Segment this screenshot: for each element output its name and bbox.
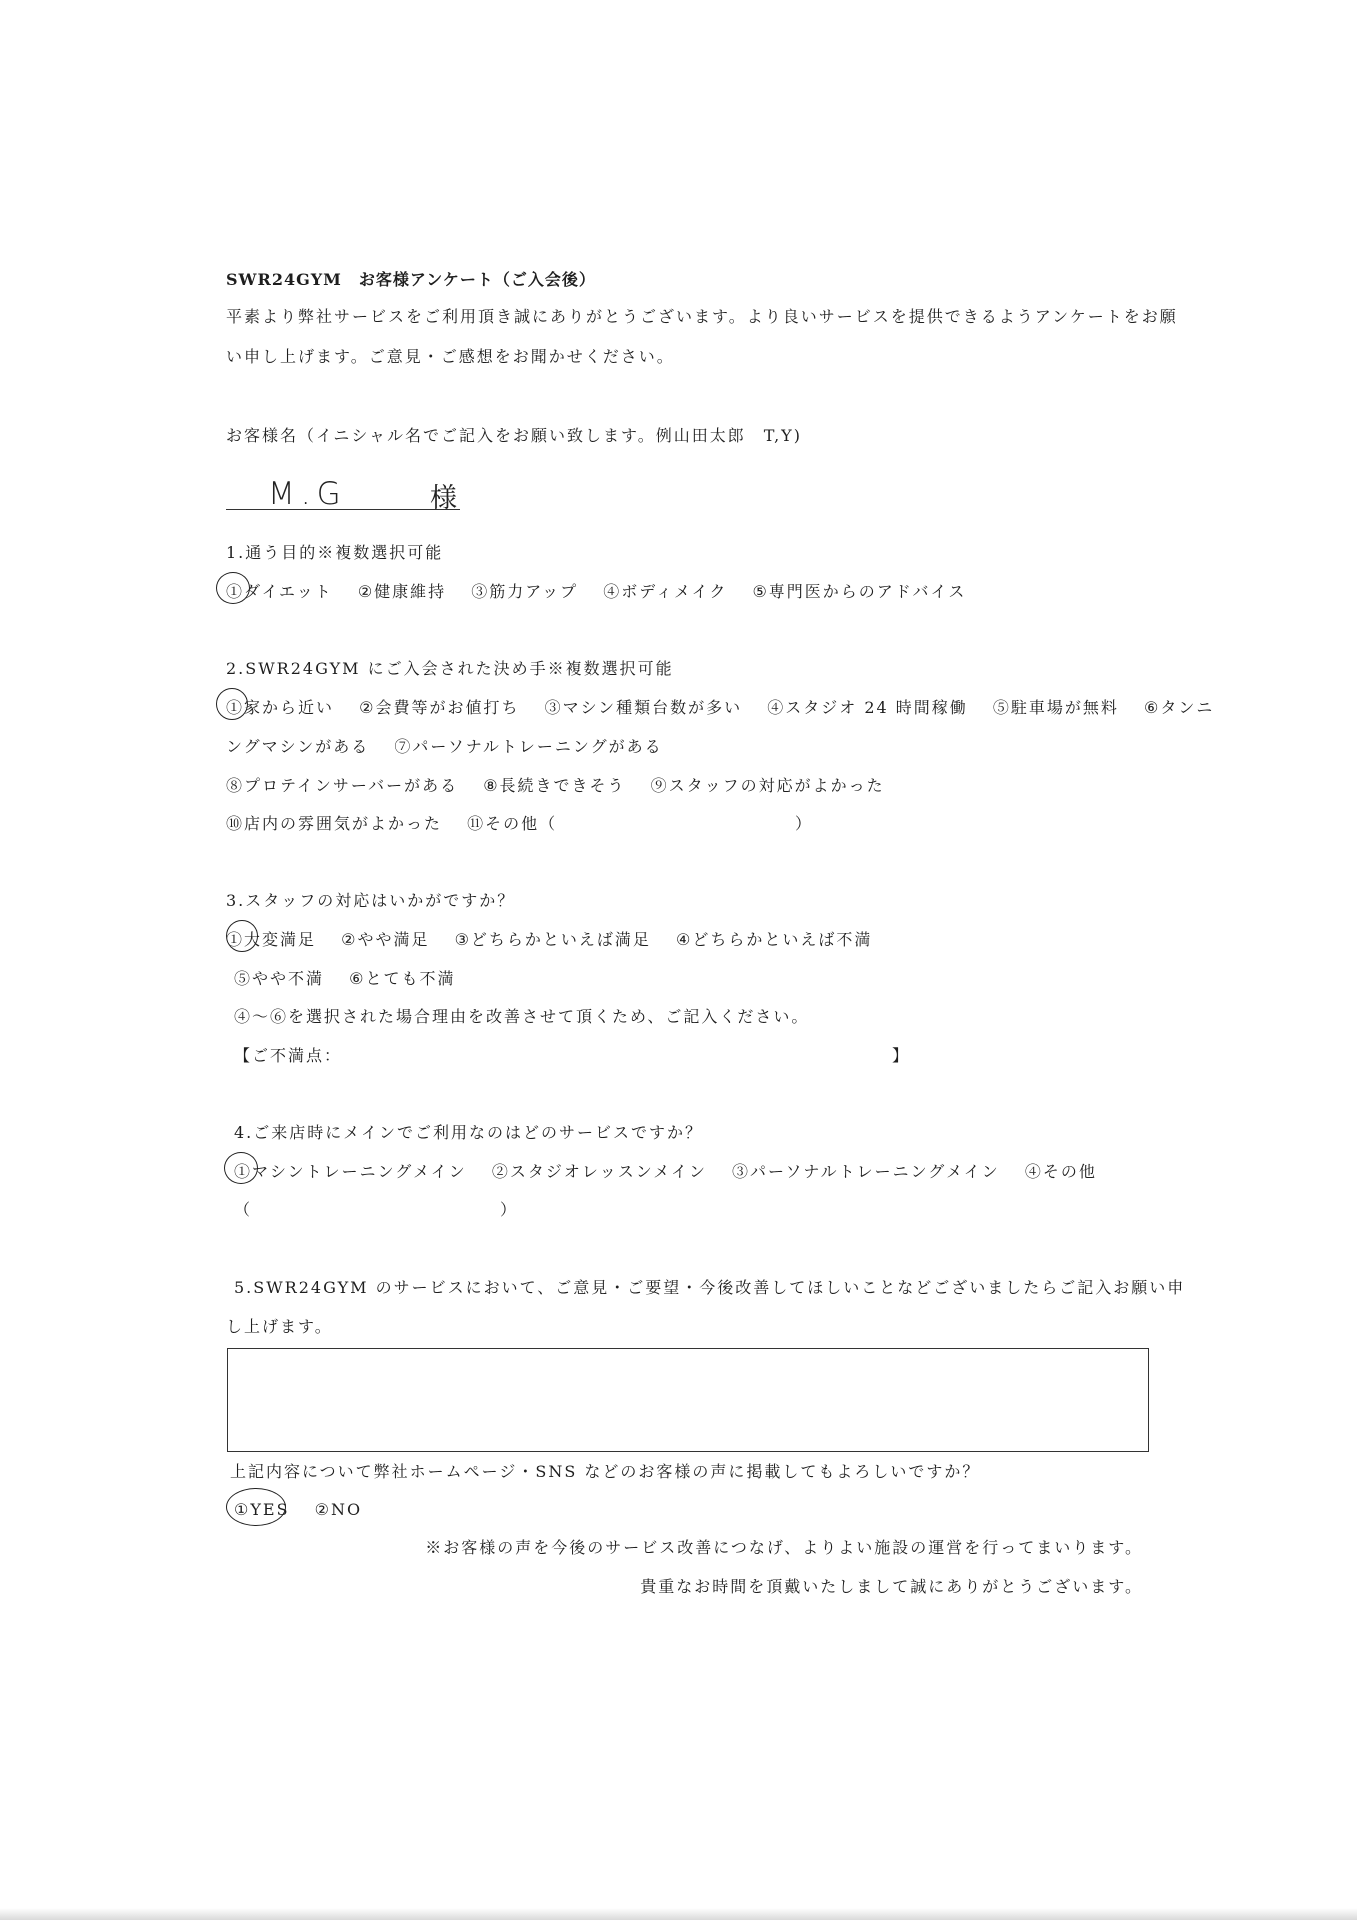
q2-option-10[interactable]: ⑩店内の雰囲気がよかった (226, 814, 443, 833)
q3-option-6[interactable]: ⑥とても不満 (349, 969, 456, 988)
q2-option-8b[interactable]: ⑧長続きできそう (483, 776, 626, 795)
q3-question: 3.スタッフの対応はいかがですか？ (226, 891, 516, 910)
q2-options-line-2 (226, 735, 681, 759)
q2-selection-circle (216, 688, 248, 720)
name-suffix: 様 (430, 483, 463, 514)
q2-option-6-cont: ングマシンがある (226, 737, 370, 756)
survey-title: SWR24GYM お客様アンケート（ご入会後） (226, 270, 596, 289)
q1-option-3[interactable]: ③筋力アップ (471, 582, 579, 601)
consent-selection-circle (226, 1488, 286, 1526)
q5-answer-box[interactable] (227, 1348, 1149, 1452)
q1-options (226, 580, 984, 604)
q4-option-1[interactable]: ①マシントレーニングメイン (234, 1162, 467, 1181)
q2-option-9[interactable]: ⑨スタッフの対応がよかった (650, 776, 885, 795)
q3-option-2[interactable]: ②やや満足 (341, 930, 430, 949)
q3-option-1[interactable]: ①大変満足 (226, 930, 317, 949)
q2-options-line-1 (226, 696, 1214, 720)
consent-no[interactable]: ②NO (314, 1500, 363, 1519)
footer-thanks: 貴重なお時間を頂戴いたしまして誠にありがとうございます。 (640, 1577, 1143, 1596)
customer-name-handwritten: M.G (268, 476, 347, 512)
q2-option-7[interactable]: ⑦パーソナルトレーニングがある (394, 737, 663, 756)
q3-option-4[interactable]: ④どちらかといえば不満 (676, 930, 873, 949)
q1-option-2[interactable]: ②健康維持 (357, 582, 447, 601)
q1-option-4[interactable]: ④ボディメイク (603, 582, 728, 601)
customer-name-label: お客様名（イニシャル名でご記入をお願い致します。例山田太郎 T,Y) (226, 426, 802, 445)
q1-selection-circle (216, 572, 250, 604)
q1-question: 1.通う目的※複数選択可能 (226, 543, 444, 562)
q2-options-line-4 (226, 812, 557, 836)
q3-complaint-close: 】 (892, 1046, 911, 1065)
q4-question: 4.ご来店時にメインでご利用なのはどのサービスですか？ (234, 1123, 703, 1142)
q2-option-2[interactable]: ②会費等がお値打ち (359, 698, 520, 717)
q5-question-line-2: し上げます。 (226, 1317, 333, 1336)
q2-option-6[interactable]: ⑥タンニ (1144, 698, 1215, 717)
q2-question: 2.SWR24GYM にご入会された決め手※複数選択可能 (226, 659, 674, 678)
q3-option-5[interactable]: ⑤やや不満 (234, 969, 325, 988)
q4-option-2[interactable]: ②スタジオレッスンメイン (491, 1162, 707, 1181)
q4-option-3[interactable]: ③パーソナルトレーニングメイン (732, 1162, 1000, 1181)
q3-note: ④～⑥を選択された場合理由を改善させて頂くため、ご記入ください。 (234, 1007, 810, 1026)
q3-options-line-2 (234, 967, 473, 991)
q2-options-line-3 (226, 774, 903, 798)
q2-other-close: ） (795, 814, 814, 833)
q3-selection-circle (226, 920, 258, 952)
footer-note: ※お客様の声を今後のサービス改善につなげ、よりよい施設の運営を行ってまいります。 (425, 1538, 1143, 1557)
q3-options-line-1 (226, 928, 890, 952)
q3-option-3[interactable]: ③どちらかといえば満足 (454, 930, 651, 949)
consent-question: 上記内容について弊社ホームページ・SNS などのお客様の声に掲載してもよろしいですか？ (230, 1462, 981, 1481)
q2-option-4[interactable]: ④スタジオ 24 時間稼働 (767, 698, 968, 717)
consent-yes[interactable]: ①YES (234, 1500, 290, 1519)
q2-option-11[interactable]: ⑪その他（ (467, 814, 558, 833)
q4-option-4[interactable]: ④その他 (1024, 1162, 1097, 1181)
q2-option-1[interactable]: ①家から近い (226, 698, 335, 717)
q4-other-open: （ (234, 1200, 253, 1219)
q4-other-close: ） (500, 1200, 519, 1219)
name-underline (226, 509, 460, 510)
q5-question-line-1: 5.SWR24GYM のサービスにおいて、ご意見・ご要望・今後改善してほしいことなどございましたらご記入お願い申 (234, 1278, 1186, 1297)
intro-text-line-2: い申し上げます。ご意見・ご感想をお聞かせください。 (226, 347, 675, 366)
intro-text-line-1: 平素より弊社サービスをご利用頂き誠にありがとうございます。より良いサービスを提供できるようアンケートをお願 (226, 307, 1178, 326)
q2-option-5[interactable]: ⑤駐車場が無料 (992, 698, 1119, 717)
q1-option-1[interactable]: ①ダイエット (226, 582, 333, 601)
q1-option-5[interactable]: ⑤専門医からのアドバイス (752, 582, 967, 601)
q2-option-3[interactable]: ③マシン種類台数が多い (544, 698, 743, 717)
q4-options (234, 1160, 1115, 1184)
scan-edge (0, 1908, 1357, 1920)
q2-option-8[interactable]: ⑧プロテインサーバーがある (226, 776, 459, 795)
q3-complaint-open: 【ご不満点： (234, 1046, 343, 1065)
q4-selection-circle (224, 1152, 258, 1184)
